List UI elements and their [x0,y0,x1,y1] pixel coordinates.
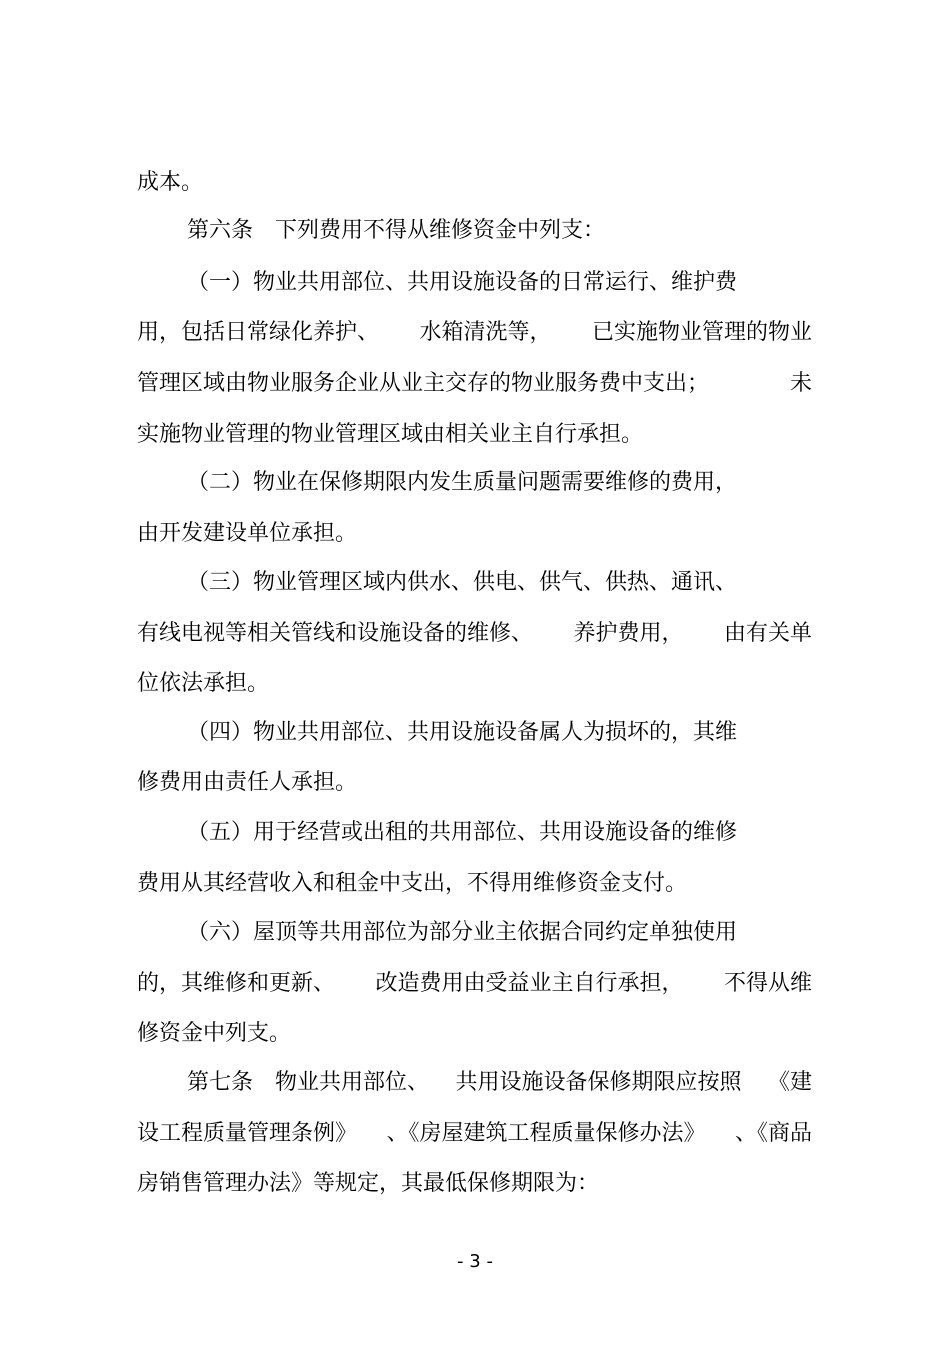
article-6-heading: 第六条 下列费用不得从维修资金中列支： [187,218,606,243]
text-segment: 设工程质量管理条例》 [137,1121,358,1146]
paragraph-6-line: 修资金中列支。 [137,1021,292,1046]
text-segment: 共用设施设备保修期限应按照 [455,1070,742,1095]
text-segment: 有线电视等相关管线和设施设备的维修、 [137,621,534,646]
paragraph-6-line: （六）屋顶等共用部位为部分业主依据合同约定单独使用 [187,920,738,945]
paragraph-4-line: 修费用由责任人承担。 [137,770,358,795]
paragraph-1-line: （一）物业共用部位、共用设施设备的日常运行、维护费 [187,270,738,295]
text-segment: 由有关单 [723,621,812,646]
paragraph-5-line: （五）用于经营或出租的共用部位、共用设施设备的维修 [187,820,738,845]
text-segment: 养护费用， [573,621,684,646]
text-line: 成本。 [137,170,204,195]
text-segment: 改造费用由受益业主自行承担， [375,971,684,996]
article-7-line [187,1068,812,1098]
paragraph-3-line: 位依法承担。 [137,671,270,696]
text-segment: 未 [789,371,812,396]
text-segment: 第七条 物业共用部位、 [187,1070,430,1095]
article-7-line [137,1119,812,1149]
paragraph-6-line [137,969,812,999]
text-segment: 不得从维 [723,971,812,996]
paragraph-1-line: 实施物业管理的物业管理区域由相关业主自行承担。 [137,422,644,447]
text-segment: 、《房屋建筑工程质量保修办法》 [386,1121,706,1146]
paragraph-3-line: （三）物业管理区域内供水、供电、供气、供热、通讯、 [187,570,738,595]
text-segment: 管理区域由物业服务企业从业主交存的物业服务费中支出； [137,371,710,396]
paragraph-2-line: 由开发建设单位承担。 [137,521,358,546]
paragraph-2-line: （二）物业在保修期限内发生质量问题需要维修的费用， [187,470,738,495]
text-segment: 用，包括日常绿化养护、 [137,320,380,345]
text-segment: 的，其维修和更新、 [137,971,336,996]
text-segment: 水箱清洗等， [419,320,552,345]
article-7-line: 房销售管理办法》等规定，其最低保修期限为： [137,1171,600,1196]
paragraph-3-line [137,619,812,649]
text-segment: 、《商品 [734,1121,812,1146]
paragraph-4-line: （四）物业共用部位、共用设施设备属人为损坏的，其维 [187,720,738,745]
paragraph-1-line [137,318,812,348]
paragraph-1-line [137,369,812,399]
text-segment: 已实施物业管理的物业 [591,320,812,345]
paragraph-5-line: 费用从其经营收入和租金中支出，不得用维修资金支付。 [137,871,688,896]
text-segment: 《建 [767,1070,812,1095]
page-number: - 3 - [457,1251,493,1272]
